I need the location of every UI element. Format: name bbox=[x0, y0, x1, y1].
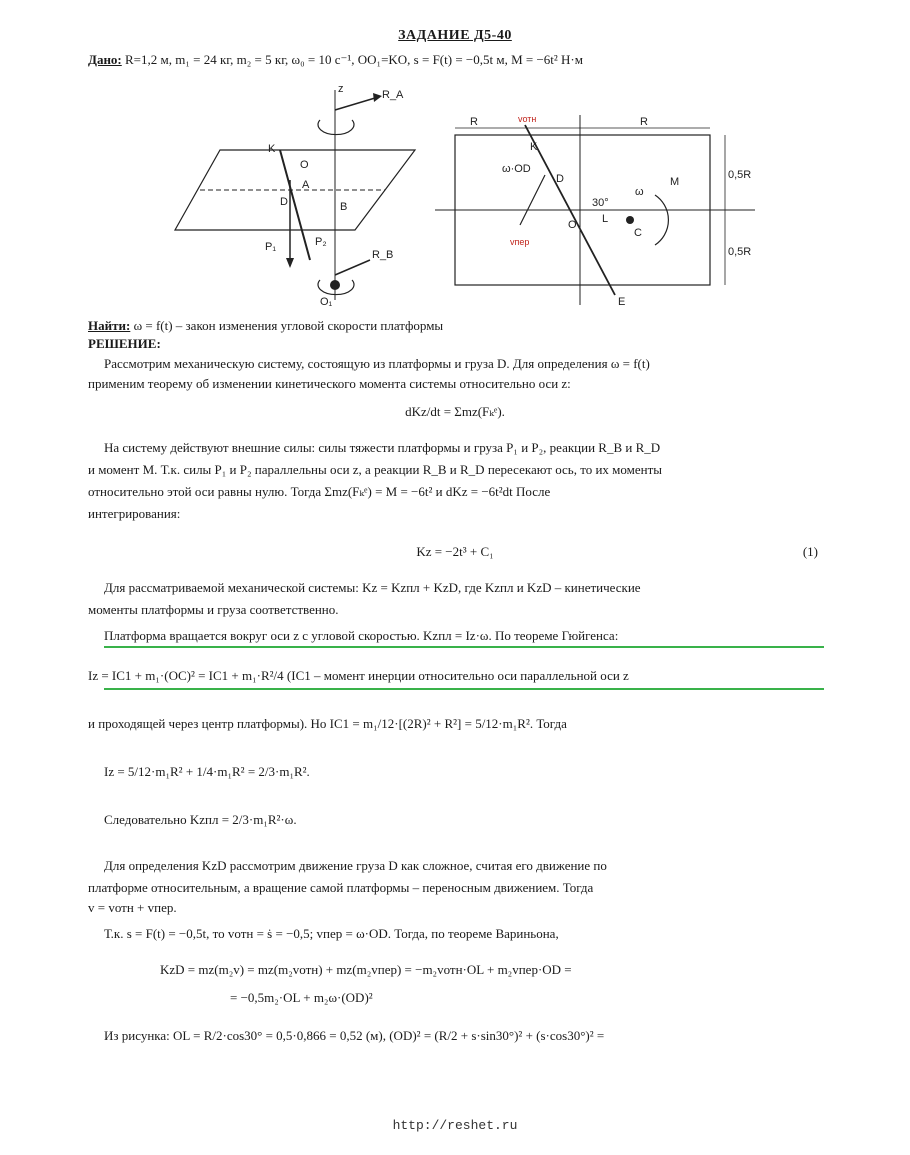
paragraph-7: Для рассматриваемой механической системы: Kz = Kzпл + KzD, где Kzпл и KzD – кинетические bbox=[104, 580, 641, 595]
label-v-per: vпер bbox=[510, 237, 530, 247]
paragraph-4: и момент M. Т.к. силы P₁ и P₂ параллельны оси z, а реакции R_B и R_D пересекают ось, то их моменты bbox=[88, 462, 663, 477]
paragraph-11: и проходящей через центр платформы). Но IC1 = m₁/12·[(2R)² + R²] = 5/12·m₁R². Тогда bbox=[88, 716, 567, 731]
paragraph-15: платформе относительным, а вращение самой платформы – переносным движением. Тогда bbox=[88, 880, 594, 895]
label-C: C bbox=[634, 227, 642, 239]
paragraph-6: интегрирования: bbox=[88, 506, 181, 521]
footer-url[interactable]: http://reshet.ru bbox=[392, 1118, 518, 1133]
find-text: ω = f(t) – закон изменения угловой скорости платформы bbox=[133, 318, 444, 333]
paragraph-8: моменты платформы и груза соответственно. bbox=[88, 602, 339, 617]
label-R-right: R bbox=[640, 116, 648, 128]
label-O: O bbox=[300, 159, 309, 171]
paragraph-9: Платформа вращается вокруг оси z с угловой скоростью. Kzпл = Iz·ω. По теореме Гюйгенса: bbox=[104, 628, 619, 643]
label-M: M bbox=[670, 176, 680, 188]
paragraph-17: Т.к. s = F(t) = −0,5t, то vотн = ṡ = −0,5; vпер = ω·OD. Тогда, по теореме Вариньона, bbox=[104, 926, 559, 941]
paragraph-5: относительно этой оси равны нулю. Тогда Σmz(Fₖᵉ) = M = −6t² и dKz = −6t²dt После bbox=[88, 484, 551, 499]
label-O-top: O bbox=[568, 219, 577, 231]
paragraph-10: Iz = IC1 + m₁·(OC)² = IC1 + m₁·R²/4 (IC1 – момент инерции относительно оси параллельной оси z bbox=[88, 668, 629, 683]
label-RB: R_B bbox=[372, 249, 394, 261]
given-text: R=1,2 м, m₁ = 24 кг, m₂ = 5 кг, ω₀ = 10 с⁻¹, OO₁=KO, s = F(t) = −0,5t м, M = −6t² Н·м bbox=[125, 52, 583, 67]
figure-left-diagram bbox=[160, 80, 420, 310]
equation-2: Kz = −2t³ + C₁ bbox=[416, 544, 494, 559]
label-D: D bbox=[280, 196, 288, 208]
ra-arrow bbox=[335, 98, 375, 110]
label-K: K bbox=[268, 143, 276, 155]
moment-arc-top bbox=[318, 120, 354, 135]
solution-label: РЕШЕНИЕ: bbox=[88, 336, 161, 351]
p1-arrow-head bbox=[286, 258, 294, 268]
label-05R-top: 0,5R bbox=[728, 169, 752, 181]
figure-right-diagram bbox=[430, 110, 760, 310]
paragraph-1: Рассмотрим механическую систему, состоящую из платформы и груза D. Для определения ω = f(t) bbox=[104, 356, 650, 371]
highlight-underline-2 bbox=[104, 688, 824, 690]
paragraph-20: Из рисунка: OL = R/2·cos30° = 0,5·0,866 = 0,52 (м), (OD)² = (R/2 + s·sin30°)² + (s·cos30°)² = bbox=[104, 1028, 605, 1043]
bearing-symbol bbox=[330, 280, 340, 290]
label-05R-bottom: 0,5R bbox=[728, 246, 752, 258]
paragraph-3: На систему действуют внешние силы: силы тяжести платформы и груза P₁ и P₂, реакции R_B и R_D bbox=[104, 440, 661, 455]
point-C bbox=[626, 216, 634, 224]
paragraph-13: Следовательно Kzпл = 2/3·m₁R²·ω. bbox=[104, 812, 297, 827]
label-30deg: 30° bbox=[592, 197, 609, 209]
paragraph-18: KzD = mz(m₂v) = mz(m₂vотн) + mz(m₂vпер) = −m₂vотн·OL + m₂vпер·OD = bbox=[160, 962, 572, 977]
label-B: B bbox=[340, 201, 348, 213]
label-R-left: R bbox=[470, 116, 478, 128]
given-label: Дано: bbox=[88, 52, 122, 67]
label-v-rel: vотн bbox=[518, 114, 537, 124]
paragraph-2: применим теорему об изменении кинетического момента системы относительно оси z: bbox=[88, 376, 571, 391]
label-E: E bbox=[618, 296, 626, 308]
paragraph-16: v = vотн + vпер. bbox=[88, 900, 177, 915]
label-K-top: K bbox=[530, 141, 538, 153]
moment-arc-M bbox=[655, 195, 668, 245]
label-O1: O₁ bbox=[320, 296, 333, 308]
highlight-underline-1 bbox=[104, 646, 824, 648]
paragraph-19: = −0,5m₂·OL + m₂ω·(OD)² bbox=[230, 990, 373, 1005]
paragraph-12: Iz = 5/12·m₁R² + 1/4·m₁R² = 2/3·m₁R². bbox=[104, 764, 310, 779]
label-D-top: D bbox=[556, 173, 564, 185]
equation-2-number: (1) bbox=[802, 544, 818, 559]
label-RA: R_A bbox=[382, 89, 404, 101]
ra-arrow-head bbox=[373, 93, 382, 102]
label-z: z bbox=[338, 83, 344, 95]
label-A: A bbox=[302, 179, 310, 191]
page-title: ЗАДАНИЕ Д5-40 bbox=[398, 28, 512, 43]
label-omega: ω bbox=[635, 186, 644, 198]
find-line bbox=[88, 318, 443, 334]
paragraph-14: Для определения KzD рассмотрим движение груза D как сложное, считая его движение по bbox=[104, 858, 607, 873]
equation-1: dKz/dt = Σmz(Fₖᵉ). bbox=[405, 404, 505, 419]
label-P1: P₁ bbox=[265, 241, 277, 253]
find-label: Найти: bbox=[88, 318, 131, 333]
label-P2: P₂ bbox=[315, 236, 327, 248]
given-line bbox=[88, 52, 583, 68]
v-rel-arrow bbox=[520, 175, 545, 225]
label-omega-OD: ω·OD bbox=[502, 163, 531, 175]
rb-arrow bbox=[335, 260, 370, 275]
label-L: L bbox=[602, 213, 609, 225]
